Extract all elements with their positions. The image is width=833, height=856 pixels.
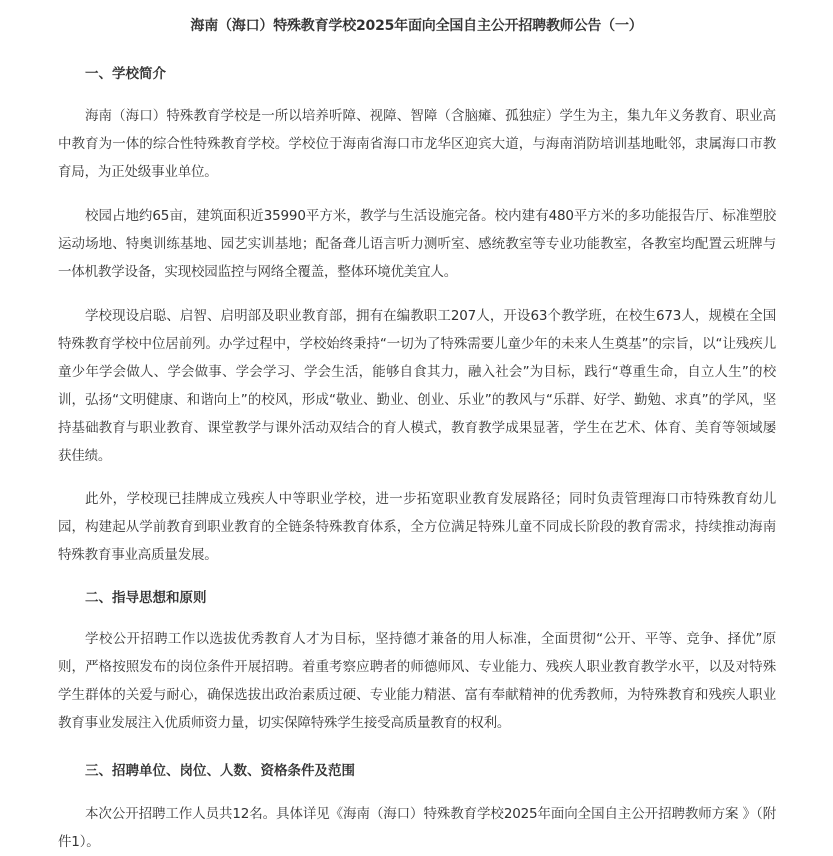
intro-paragraph-3: 学校现设启聪、启智、启明部及职业教育部，拥有在编教职工207人，开设63个教学班，在校生673人，规模在全国特殊教育学校中位居前列。办学过程中，学校始终秉持“一切为了特殊需要儿童少年的未来人生奠基”的宗旨，以“让残疾儿童少年学会做人、学会做事、学会学习、学会生活，能够自食其力，融入社会”为目标，践行“尊重生命，自立人生”的校训，弘扬“文明健康、和谐向上”的校风，形成“敬业、勤业、创业、乐业”的教风与“乐群、好学、勤勉、求真”的学风，坚持基础教育与职业教育、课堂教学与课外活动双结合的育人模式，教育教学成果显著，学生在艺术、体育、美育等领域屡获佳绩。	[58, 308, 776, 464]
recruitment-paragraph: 本次公开招聘工作人员共12名。具体详见《海南（海口）特殊教育学校2025年面向全国自主公开招聘教师方案 》（附件1）。	[58, 806, 776, 850]
principles-paragraph: 学校公开招聘工作以选拔优秀教育人才为目标，坚持德才兼备的用人标准，全面贯彻“公开、平等、竞争、择优”原则，严格按照发布的岗位条件开展招聘。着重考察应聘者的师德师风、专业能力、残疾人职业教育教学水平，以及对特殊学生群体的关爱与耐心，确保选拔出政治素质过硬、专业能力精湛、富有奉献精神的优秀教师，为特殊教育和残疾人职业教育事业发展注入优质师资力量，切实保障特殊学生接受高质量教育的权利。	[58, 631, 776, 731]
page-title: 海南（海口）特殊教育学校2025年面向全国自主公开招聘教师公告（一）	[190, 18, 643, 34]
intro-paragraph-1: 海南（海口）特殊教育学校是一所以培养听障、视障、智障（含脑瘫、孤独症）学生为主，集九年义务教育、职业高中教育为一体的综合性特殊教育学校。学校位于海南省海口市龙华区迎宾大道，与海南消防培训基地毗邻，隶属海口市教育局，为正处级事业单位。	[58, 108, 776, 180]
intro-paragraph-2: 校园占地约65亩，建筑面积近35990平方米，教学与生活设施完备。校内建有480平方米的多功能报告厅、标准塑胶运动场地、特奥训练基地、园艺实训基地；配备聋儿语言听力测听室、感统教室等专业功能教室，各教室均配置云班牌与一体机教学设备，实现校园监控与网络全覆盖，整体环境优美宜人。	[58, 208, 776, 280]
section-heading-school-intro: 一、学校简介	[85, 66, 166, 82]
intro-paragraph-4: 此外，学校现已挂牌成立残疾人中等职业学校，进一步拓宽职业教育发展路径；同时负责管理海口市特殊教育幼儿园，构建起从学前教育到职业教育的全链条特殊教育体系，全方位满足特殊儿童不同成长阶段的教育需求，持续推动海南特殊教育事业高质量发展。	[58, 491, 776, 563]
section-heading-recruitment-details: 三、招聘单位、岗位、人数、资格条件及范围	[85, 763, 355, 779]
section-heading-guiding-principles: 二、指导思想和原则	[85, 590, 207, 606]
